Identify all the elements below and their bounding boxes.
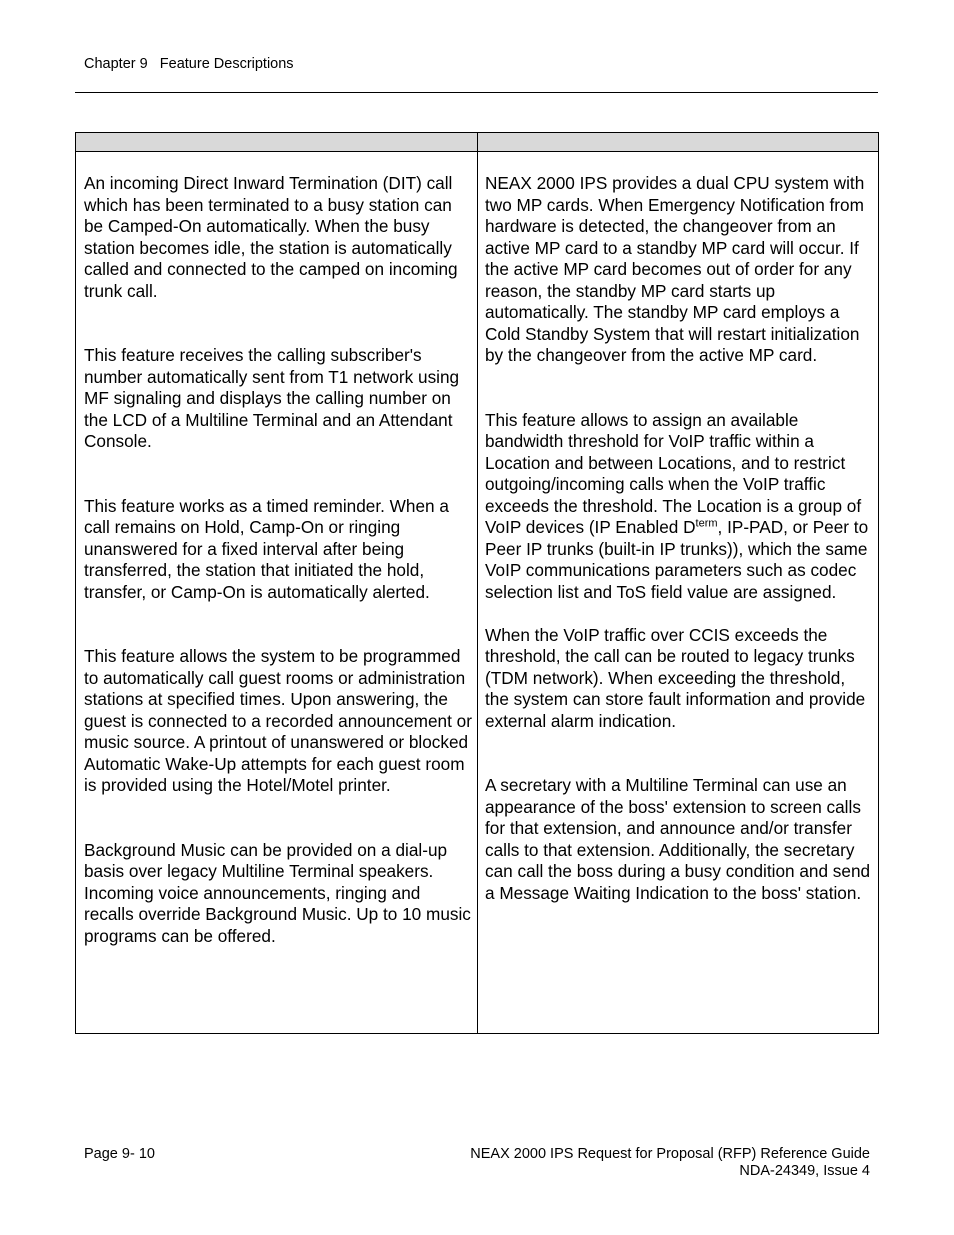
chapter-label: Chapter 9 bbox=[84, 56, 148, 72]
left-column bbox=[84, 173, 474, 947]
feature-description: An incoming Direct Inward Termination (DIT) call which has been terminated to a busy station can be Camped-On automatically. When the busy station becomes idle, the station is automatically called and connected to the camped on incoming trunk call. bbox=[84, 173, 458, 301]
feature-table bbox=[75, 132, 879, 1034]
text-segment: This feature allows to assign an available bandwidth threshold for VoIP traffic within a Location and between Locations, and to restrict outgoing/incoming calls when the VoIP traffic exceeds the threshold. The Location is a group of VoIP devices (IP Enabled D bbox=[485, 409, 862, 537]
feature-description: Background Music can be provided on a dial-up basis over legacy Multiline Terminal speakers. Incoming voice announcements, ringing and recalls override Background Music. Up to 10 music programs can be offered. bbox=[84, 839, 471, 946]
feature-description: A secretary with a Multiline Terminal can use an appearance of the boss' extension to screen calls for that extension, and announce and/or transfer calls to that extension. Additionally, the secretary can call the boss during a busy condition and send a Message Waiting Indication to the boss' station. bbox=[485, 775, 871, 903]
page-header bbox=[84, 56, 294, 72]
superscript: term bbox=[695, 517, 718, 530]
text-segment: , IP-PAD, or Peer to Peer IP trunks (built-in IP trunks)), which the same VoIP communications parameters such as codec selection list and ToS field value are assigned. bbox=[485, 517, 869, 602]
feature-description bbox=[485, 410, 871, 604]
page-number: Page 9- 10 bbox=[84, 1146, 155, 1162]
feature-description: This feature works as a timed reminder. When a call remains on Hold, Camp-On or ringing unanswered for a fixed interval after being transferred, the station that initiated the hold, transfer, or Camp-On is automatically alerted. bbox=[84, 495, 449, 602]
guide-title: NEAX 2000 IPS Request for Proposal (RFP) Reference Guide bbox=[470, 1146, 870, 1162]
feature-description: When the VoIP traffic over CCIS exceeds the threshold, the call can be routed to legacy trunks (TDM network). When exceeding the threshold, the system can store fault information and provide external alarm indication. bbox=[485, 624, 866, 731]
right-column bbox=[485, 173, 871, 904]
feature-description: This feature allows the system to be programmed to automatically call guest rooms or administration stations at specified times. Upon answering, the guest is connected to a recorded announcement or music source. A printout of unanswered or blocked Automatic Wake-Up attempts for each guest room is provided using the Hotel/Motel printer. bbox=[84, 646, 472, 795]
document-id: NDA-24349, Issue 4 bbox=[739, 1163, 870, 1179]
page-footer bbox=[470, 1146, 870, 1180]
chapter-title: Feature Descriptions bbox=[159, 56, 294, 72]
header-rule bbox=[75, 92, 878, 93]
column-divider bbox=[477, 133, 478, 1033]
feature-description: NEAX 2000 IPS provides a dual CPU system with two MP cards. When Emergency Notification from hardware is detected, the changeover from an active MP card to a standby MP card will occur. If the active MP card becomes out of order for any reason, the standby MP card starts up automatically. The standby MP card employs a Cold Standby System that will restart initialization by the changeover from the active MP card. bbox=[485, 173, 865, 365]
feature-description: This feature receives the calling subscriber's number automatically sent from T1 network using MF signaling and displays the calling number on the LCD of a Multiline Terminal and an Attendant Console. bbox=[84, 345, 460, 451]
